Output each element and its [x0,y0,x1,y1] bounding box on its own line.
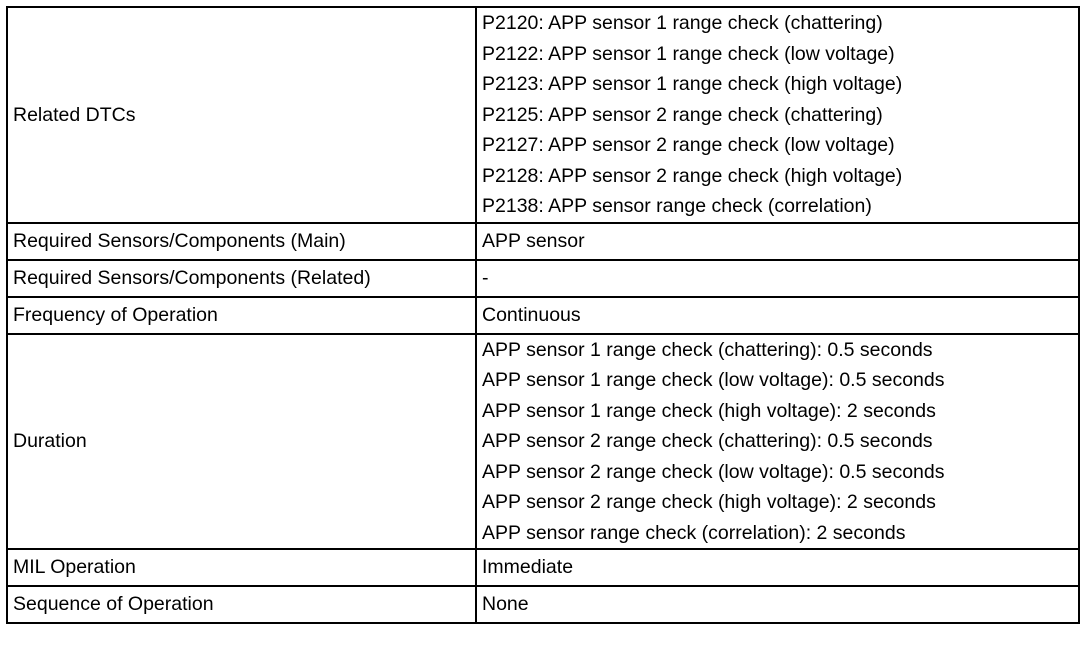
row-label: Frequency of Operation [7,297,476,334]
row-value: - [476,260,1079,297]
row-value: Immediate [476,549,1079,586]
row-label: Required Sensors/Components (Related) [7,260,476,297]
duration-line: APP sensor 2 range check (low voltage): 0.5 seconds [482,460,945,483]
dtc-line: P2120: APP sensor 1 range check (chattering) [482,12,883,34]
duration-line: APP sensor 2 range check (high voltage): 2 seconds [482,491,936,513]
dtc-line: P2138: APP sensor range check (correlation) [482,195,872,217]
duration-line: APP sensor 1 range check (chattering): 0.5 seconds [482,338,933,361]
table-row-duration [7,334,1079,550]
table-row-required-sensors-main [7,223,1079,260]
dtc-line: P2122: APP sensor 1 range check (low voltage) [482,42,895,65]
row-label: MIL Operation [7,549,476,586]
dtc-line: P2123: APP sensor 1 range check (high voltage) [482,73,903,95]
duration-line: APP sensor range check (correlation): 2 seconds [482,521,906,544]
dtc-line: P2125: APP sensor 2 range check (chattering) [482,103,883,126]
row-value: APP sensor [476,223,1079,260]
row-value: None [476,586,1079,623]
table-row-sequence-of-operation [7,586,1079,623]
row-label: Required Sensors/Components (Main) [7,223,476,260]
dtc-line: P2128: APP sensor 2 range check (high voltage) [482,164,903,187]
dtc-specification-table [6,6,1080,624]
table-row-frequency [7,297,1079,334]
table-row-mil-operation [7,549,1079,586]
row-value [476,334,1079,550]
duration-line: APP sensor 1 range check (high voltage): 2 seconds [482,399,936,422]
row-label: Related DTCs [7,7,476,223]
dtc-line: P2127: APP sensor 2 range check (low voltage) [482,134,895,156]
duration-line: APP sensor 1 range check (low voltage): 0.5 seconds [482,369,945,391]
table-row-related-dtcs [7,7,1079,223]
row-value [476,7,1079,223]
row-label: Sequence of Operation [7,586,476,623]
row-value: Continuous [476,297,1079,334]
duration-line: APP sensor 2 range check (chattering): 0.5 seconds [482,430,933,452]
row-label: Duration [7,334,476,550]
table-row-required-sensors-related [7,260,1079,297]
